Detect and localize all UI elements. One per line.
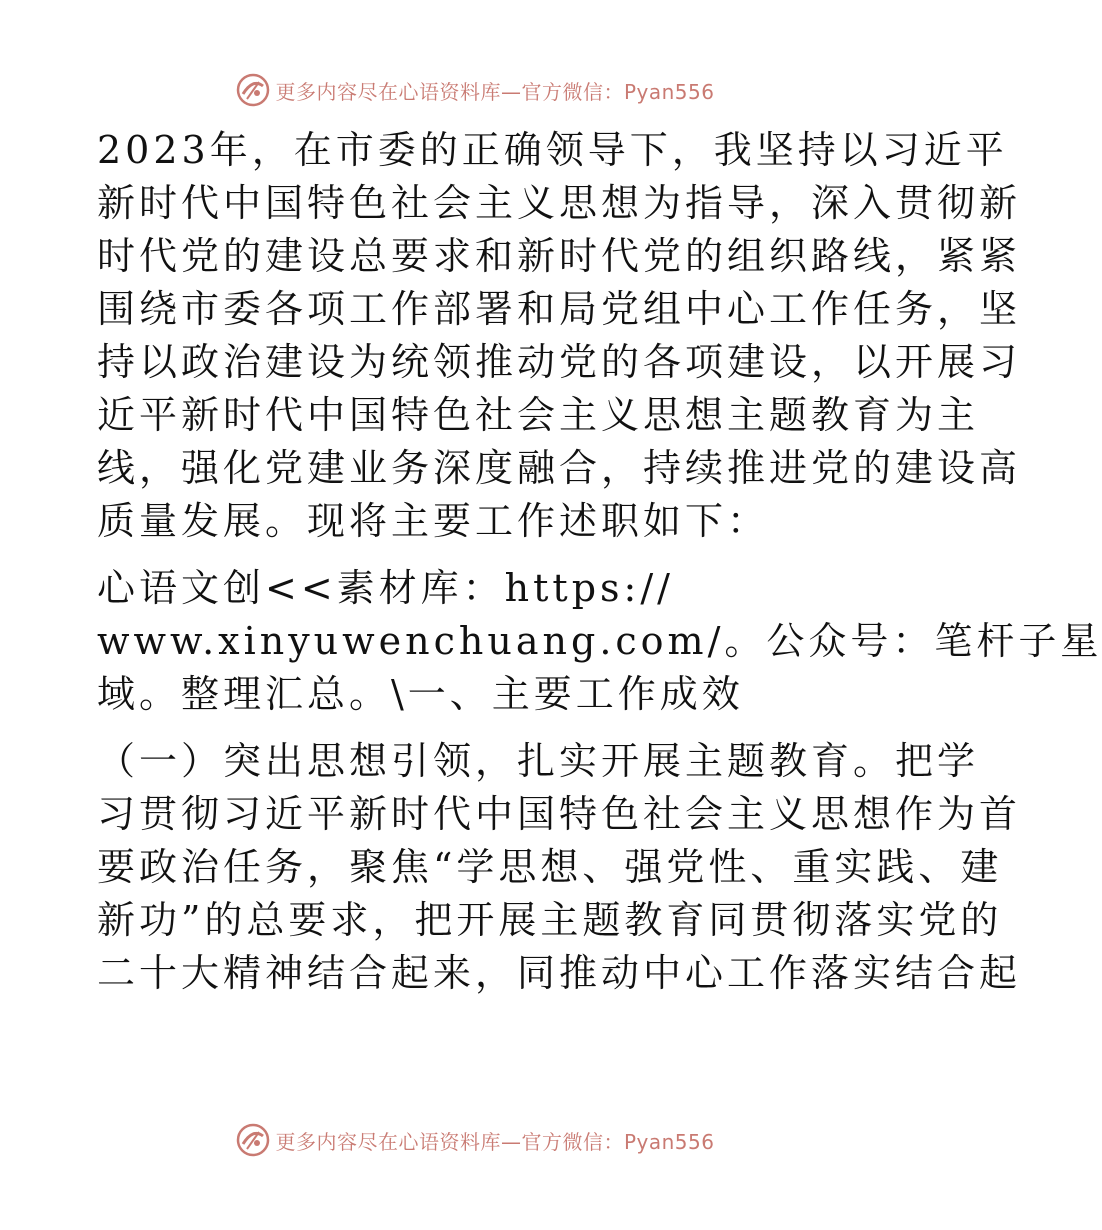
watermark-banner-top [0, 70, 950, 110]
text-line: 持以政治建设为统领推动党的各项建设，以开展习 [97, 340, 1022, 384]
watermark-text: 更多内容尽在心语资料库—官方微信：Pyan556 [275, 1129, 715, 1154]
paragraph-source [97, 562, 1102, 721]
text-line: 质量发展。现将主要工作述职如下： [97, 499, 770, 543]
text-line: 新功”的总要求，把开展主题教育同贯彻落实党的 [97, 898, 1003, 942]
text-line: 要政治任务，聚焦“学思想、强党性、重实践、建 [97, 845, 1003, 889]
text-line: 域。整理汇总。\一、主要工作成效 [97, 672, 744, 716]
text-line: 2023年，在市委的正确领导下，我坚持以习近平 [97, 128, 1008, 172]
text-line: （一）突出思想引领，扎实开展主题教育。把学 [97, 739, 980, 783]
document-body [97, 124, 1102, 1000]
text-line: 心语文创<<素材库：https:// [97, 566, 674, 610]
text-line: www.xinyuwenchuang.com/。公众号：笔杆子星 [97, 619, 1102, 663]
watermark-text: 更多内容尽在心语资料库—官方微信：Pyan556 [275, 79, 715, 104]
text-line: 线，强化党建业务深度融合，持续推进党的建设高 [97, 446, 1022, 490]
seal-logo-icon [235, 72, 271, 108]
paragraph-intro [97, 124, 1022, 548]
text-line: 二十大精神结合起来，同推动中心工作落实结合起 [97, 951, 1022, 995]
text-line: 习贯彻习近平新时代中国特色社会主义思想作为首 [97, 792, 1022, 836]
seal-logo-icon [235, 1122, 271, 1158]
text-line: 围绕市委各项工作部署和局党组中心工作任务，坚 [97, 287, 1022, 331]
watermark-banner-bottom [0, 1120, 950, 1160]
text-line: 近平新时代中国特色社会主义思想主题教育为主 [97, 393, 980, 437]
text-line: 时代党的建设总要求和新时代党的组织路线，紧紧 [97, 234, 1022, 278]
text-line: 新时代中国特色社会主义思想为指导，深入贯彻新 [97, 181, 1022, 225]
paragraph-section-one [97, 735, 1022, 1000]
